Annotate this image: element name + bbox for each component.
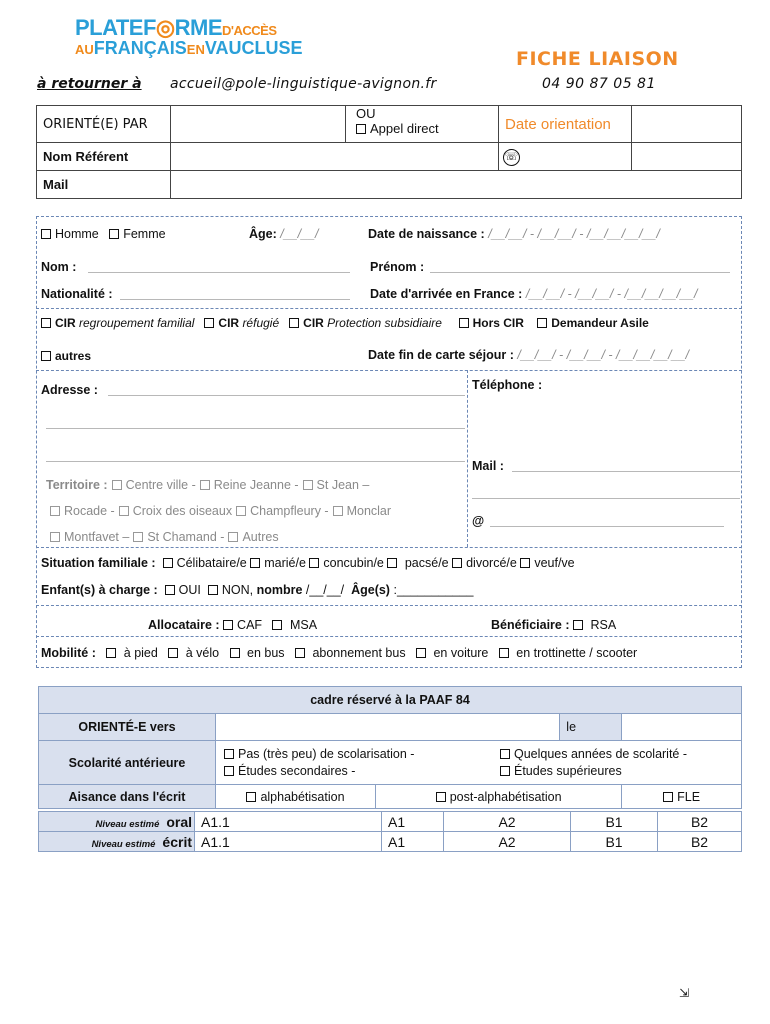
caf-checkbox[interactable]	[223, 620, 233, 630]
adresse-field-2[interactable]	[46, 428, 465, 429]
divider	[467, 370, 468, 547]
abonnement-bus-checkbox[interactable]	[295, 648, 305, 658]
divider	[36, 605, 742, 606]
ecrit-a2[interactable]: A2	[444, 832, 571, 852]
person-section	[36, 216, 742, 668]
prenom-label: Prénom :	[370, 260, 425, 274]
at-label: @	[472, 514, 485, 528]
divider	[36, 547, 742, 548]
nom-field[interactable]	[88, 272, 350, 273]
nationalite-field[interactable]	[120, 299, 350, 300]
paaf-title: cadre réservé à la PAAF 84	[39, 687, 742, 714]
scolarite-label: Scolarité antérieure	[39, 741, 216, 785]
champfleury-checkbox[interactable]	[236, 506, 246, 516]
st-chamand-checkbox[interactable]	[133, 532, 143, 542]
mobilite-row: Mobilité : à pied à vélo en bus abonnement bus en voiture en trottinette / scooter	[41, 646, 638, 660]
trottinette-checkbox[interactable]	[499, 648, 509, 658]
date-orientation-field[interactable]	[632, 106, 742, 143]
mail-person-field[interactable]	[512, 471, 740, 472]
msa-checkbox[interactable]	[272, 620, 282, 630]
mail-person-field-2[interactable]	[472, 498, 740, 499]
oral-b1[interactable]: B1	[571, 812, 658, 832]
appel-direct-checkbox[interactable]	[356, 124, 366, 134]
gender-row: Homme Femme	[41, 227, 166, 241]
prenom-field[interactable]	[430, 272, 730, 273]
referent-phone-field[interactable]	[632, 143, 742, 171]
nom-referent-label: Nom Référent	[37, 143, 171, 171]
centre-ville-checkbox[interactable]	[112, 480, 122, 490]
oral-b2[interactable]: B2	[658, 812, 742, 832]
le-label: le	[560, 714, 622, 741]
at-field[interactable]	[490, 526, 724, 527]
oral-a11[interactable]: A1.1	[195, 812, 382, 832]
paaf-table	[38, 686, 742, 809]
alphabetisation-option: alphabétisation	[216, 785, 376, 809]
mail-field[interactable]	[171, 171, 742, 199]
pas-scolarisation-checkbox[interactable]	[224, 749, 234, 759]
st-jean-checkbox[interactable]	[303, 480, 313, 490]
orientation-table	[36, 105, 742, 199]
ecrit-b2[interactable]: B2	[658, 832, 742, 852]
enfants-non-checkbox[interactable]	[208, 585, 218, 595]
montfavet-checkbox[interactable]	[50, 532, 60, 542]
mail-label: Mail	[37, 171, 171, 199]
rocade-checkbox[interactable]	[50, 506, 60, 516]
divider	[36, 636, 742, 637]
nom-referent-field[interactable]	[171, 143, 499, 171]
celibataire-checkbox[interactable]	[163, 558, 173, 568]
niveau-table	[38, 811, 742, 852]
croix-oiseaux-checkbox[interactable]	[119, 506, 129, 516]
marie-checkbox[interactable]	[250, 558, 260, 568]
hors-cir-checkbox[interactable]	[459, 318, 469, 328]
enfants-oui-checkbox[interactable]	[165, 585, 175, 595]
divider	[36, 308, 742, 309]
cir-row: CIR regroupement familial CIR réfugié CIR Protection subsidiaire Hors CIR Demandeur Asile	[41, 316, 649, 330]
arrivee-label: Date d'arrivée en France : /__/__/ - /__/__/ - /__/__/__/__/	[370, 287, 698, 301]
situation-row: Situation familiale : Célibataire/e marié/e concubin/e pacsé/e divorcé/e veuf/ve	[41, 556, 575, 570]
divider	[36, 370, 742, 371]
mail-person-label: Mail :	[472, 459, 504, 473]
age-label: Âge: /__/__/	[249, 227, 319, 241]
enfants-row: Enfant(s) à charge : OUI NON, nombre /__/__/ Âge(s) :___________	[41, 583, 474, 597]
ddn-label: Date de naissance : /__/__/ - /__/__/ - /__/__/__/__/	[368, 227, 660, 241]
ecrit-a1[interactable]: A1	[382, 832, 444, 852]
autres-checkbox[interactable]	[41, 351, 51, 361]
oral-a1[interactable]: A1	[382, 812, 444, 832]
adresse-label: Adresse :	[41, 383, 98, 397]
oriente-par-label: ORIENTÉ(E) PAR	[37, 106, 171, 143]
alphabetisation-checkbox[interactable]	[246, 792, 256, 802]
contact-email: accueil@pole-linguistique-avignon.fr	[170, 76, 437, 92]
nom-label: Nom :	[41, 260, 77, 274]
telephone-label: Téléphone :	[472, 378, 543, 392]
le-field[interactable]	[622, 714, 742, 741]
territoire-row-3: Montfavet – St Chamand - Autres	[46, 530, 279, 544]
etudes-secondaires-checkbox[interactable]	[224, 766, 234, 776]
adresse-field[interactable]	[108, 395, 465, 396]
cir-refugie-checkbox[interactable]	[204, 318, 214, 328]
nationalite-label: Nationalité :	[41, 287, 113, 301]
territoire-row-2: Rocade - Croix des oiseaux Champfleury - Monclar	[46, 504, 391, 518]
ecrit-a11[interactable]: A1.1	[195, 832, 382, 852]
oral-a2[interactable]: A2	[444, 812, 571, 832]
aisance-label: Aisance dans l'écrit	[39, 785, 216, 809]
phone-symbol-icon: ☏	[499, 143, 632, 171]
scolarite-options: Pas (très peu) de scolarisation - Quelques années de scolarité - Études secondaires - Études supérieures	[216, 741, 742, 785]
oriente-par-field[interactable]	[171, 106, 346, 143]
femme-checkbox[interactable]	[109, 229, 119, 239]
return-label: à retourner à	[37, 76, 142, 92]
fin-carte-label: Date fin de carte séjour : /__/__/ - /__/__/ - /__/__/__/__/	[368, 348, 690, 362]
cir-regroupement-checkbox[interactable]	[41, 318, 51, 328]
rsa-checkbox[interactable]	[573, 620, 583, 630]
territoire-row-1: Territoire : Centre ville - Reine Jeanne - St Jean –	[46, 478, 370, 492]
oriente-vers-label: ORIENTÉ-E vers	[39, 714, 216, 741]
date-orientation-label: Date orientation	[499, 106, 632, 143]
ecrit-b1[interactable]: B1	[571, 832, 658, 852]
adresse-field-3[interactable]	[46, 461, 465, 462]
post-alpha-option: post-alphabétisation	[376, 785, 622, 809]
pacse-checkbox[interactable]	[387, 558, 397, 568]
niveau-ecrit-label: Niveau estimé écrit	[39, 832, 195, 852]
appel-direct-cell: OU Appel direct	[346, 106, 499, 143]
post-alpha-checkbox[interactable]	[436, 792, 446, 802]
concubin-checkbox[interactable]	[309, 558, 319, 568]
a-velo-checkbox[interactable]	[168, 648, 178, 658]
quelques-annees-checkbox[interactable]	[500, 749, 510, 759]
homme-checkbox[interactable]	[41, 229, 51, 239]
logo: PLATEF◎RMED'ACCÈS	[75, 15, 277, 40]
a-pied-checkbox[interactable]	[106, 648, 116, 658]
page-title: FICHE LIAISON	[516, 48, 679, 70]
en-voiture-checkbox[interactable]	[416, 648, 426, 658]
veuf-checkbox[interactable]	[520, 558, 530, 568]
fle-checkbox[interactable]	[663, 792, 673, 802]
logo-line2: AUFRANÇAISENVAUCLUSE	[75, 38, 303, 58]
autres-territoire-checkbox[interactable]	[228, 532, 238, 542]
en-bus-checkbox[interactable]	[230, 648, 240, 658]
niveau-oral-label: Niveau estimé oral	[39, 812, 195, 832]
divorce-checkbox[interactable]	[452, 558, 462, 568]
demandeur-asile-checkbox[interactable]	[537, 318, 547, 328]
allocataire-row: Allocataire : CAF MSA	[148, 618, 318, 632]
monclar-checkbox[interactable]	[333, 506, 343, 516]
beneficiaire-row: Bénéficiaire : RSA	[491, 618, 617, 632]
fle-option: FLE	[622, 785, 742, 809]
oriente-vers-field[interactable]	[216, 714, 560, 741]
cir-protection-checkbox[interactable]	[289, 318, 299, 328]
page-turn-icon: ⇲	[679, 986, 690, 1000]
autres-row: autres	[41, 349, 91, 363]
reine-jeanne-checkbox[interactable]	[200, 480, 210, 490]
etudes-superieures-checkbox[interactable]	[500, 766, 510, 776]
contact-phone: 04 90 87 05 81	[542, 76, 656, 92]
